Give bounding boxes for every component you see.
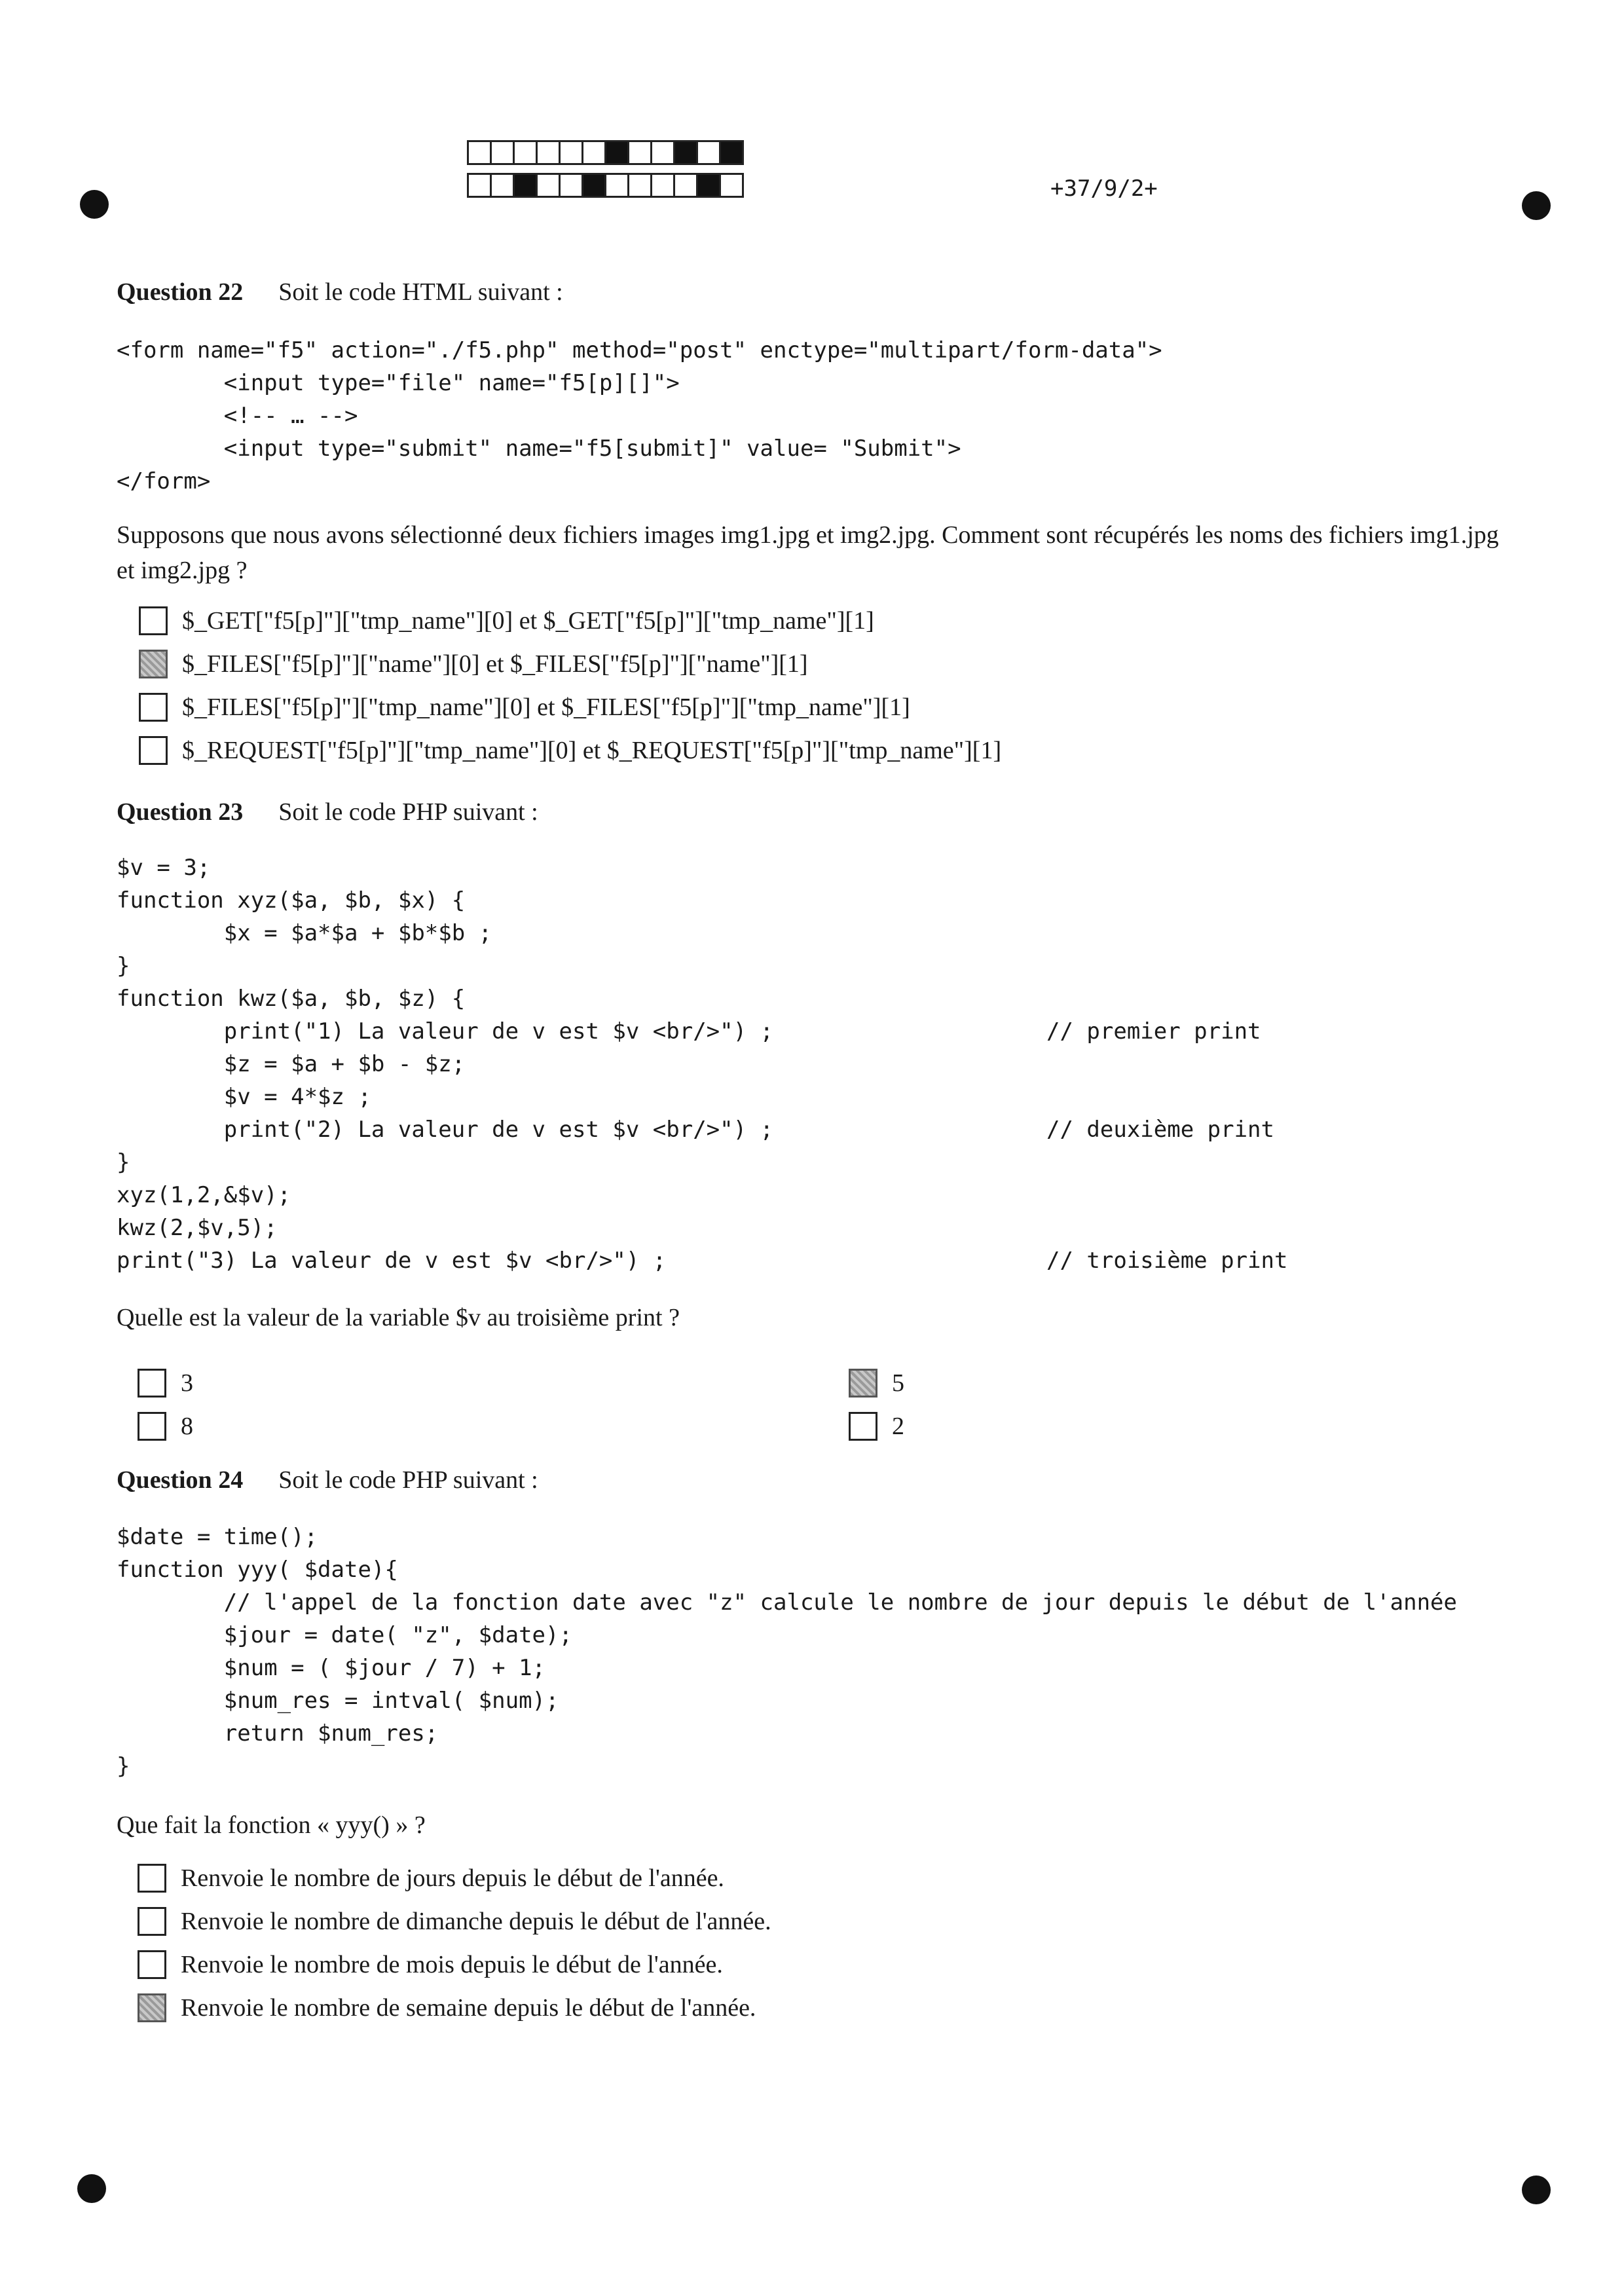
registration-mark-bottom-right bbox=[1522, 2176, 1551, 2204]
answer-option[interactable] bbox=[138, 1902, 771, 1941]
barcode-cell bbox=[559, 173, 583, 198]
code-line bbox=[117, 1684, 1457, 1717]
code-text: $z = $a + $b - $z; bbox=[117, 1051, 466, 1077]
checkbox-checked[interactable] bbox=[138, 1993, 166, 2022]
code-text: return $num_res; bbox=[117, 1720, 439, 1747]
checkbox[interactable] bbox=[849, 1412, 877, 1441]
code-line bbox=[117, 432, 1162, 465]
barcode-cell bbox=[513, 173, 538, 198]
code-line bbox=[117, 884, 773, 917]
checkbox-checked[interactable] bbox=[139, 650, 168, 678]
registration-mark-bottom-left bbox=[77, 2174, 106, 2203]
code-line bbox=[117, 851, 773, 884]
option-label: $_GET["f5[p]"]["tmp_name"][0] et $_GET["f5[p]"]["tmp_name"][1] bbox=[182, 607, 874, 635]
option-label: 2 bbox=[892, 1413, 904, 1440]
checkbox[interactable] bbox=[139, 736, 168, 765]
code-text: $date = time(); bbox=[117, 1524, 318, 1550]
checkbox-checked[interactable] bbox=[849, 1369, 877, 1398]
code-text: $num = ( $jour / 7) + 1; bbox=[117, 1655, 546, 1681]
question-24-text: Que fait la fonction « yyy() » ? bbox=[117, 1811, 426, 1839]
answer-option[interactable] bbox=[138, 1945, 723, 1984]
checkbox[interactable] bbox=[138, 1369, 166, 1398]
answer-option[interactable] bbox=[139, 731, 1001, 770]
code-line bbox=[117, 982, 773, 1015]
barcode-cell bbox=[627, 173, 652, 198]
barcode-cell bbox=[536, 173, 561, 198]
option-label: $_FILES["f5[p]"]["name"][0] et $_FILES["f5[p]"]["name"][1] bbox=[182, 650, 808, 678]
question-intro: Soit le code HTML suivant : bbox=[278, 278, 563, 306]
code-line bbox=[117, 1015, 1261, 1048]
code-line bbox=[117, 950, 773, 982]
option-label: Renvoie le nombre de mois depuis le début de l'année. bbox=[181, 1951, 723, 1978]
code-comment: // troisième print bbox=[1046, 1248, 1288, 1274]
code-line bbox=[117, 1553, 1457, 1586]
answer-option[interactable] bbox=[139, 644, 808, 684]
php-code-block bbox=[117, 1521, 1457, 1783]
barcode-cell bbox=[673, 140, 698, 165]
option-label: $_REQUEST["f5[p]"]["tmp_name"][0] et $_REQUEST["f5[p]"]["tmp_name"][1] bbox=[182, 737, 1002, 764]
checkbox[interactable] bbox=[138, 1864, 166, 1893]
barcode-cell bbox=[696, 140, 721, 165]
code-line bbox=[117, 1244, 1288, 1277]
code-line bbox=[117, 917, 773, 950]
answer-option[interactable] bbox=[139, 601, 874, 640]
code-text: </form> bbox=[117, 468, 211, 494]
page-id: +37/9/2+ bbox=[1050, 176, 1158, 202]
barcode-cell bbox=[650, 173, 675, 198]
barcode-cell bbox=[467, 140, 492, 165]
code-line bbox=[117, 334, 1162, 367]
code-text: } bbox=[117, 1149, 130, 1176]
code-comment: // premier print bbox=[1046, 1018, 1261, 1045]
code-text: function yyy( $date){ bbox=[117, 1557, 398, 1583]
barcode-cell bbox=[490, 173, 515, 198]
answer-option[interactable] bbox=[138, 1363, 193, 1403]
question-23-text: Quelle est la valeur de la variable $v au troisième print ? bbox=[117, 1304, 680, 1331]
barcode-cell bbox=[719, 140, 744, 165]
code-line bbox=[117, 1652, 1457, 1684]
answer-option[interactable] bbox=[849, 1407, 904, 1446]
code-line bbox=[117, 1521, 1457, 1553]
code-text: xyz(1,2,&$v); bbox=[117, 1182, 291, 1208]
code-line bbox=[117, 1146, 773, 1179]
code-line bbox=[117, 1212, 773, 1244]
answer-option[interactable] bbox=[139, 688, 910, 727]
option-label: Renvoie le nombre de semaine depuis le début de l'année. bbox=[181, 1994, 756, 2022]
barcode-cell bbox=[490, 140, 515, 165]
barcode-cell bbox=[627, 140, 652, 165]
code-line bbox=[117, 1750, 1457, 1783]
code-text: <form name="f5" action="./f5.php" method="post" enctype="multipart/form-data"> bbox=[117, 337, 1162, 363]
code-line bbox=[117, 1717, 1457, 1750]
code-text: $jour = date( "z", $date); bbox=[117, 1622, 572, 1648]
option-label: Renvoie le nombre de dimanche depuis le début de l'année. bbox=[181, 1908, 771, 1935]
code-text: print("1) La valeur de v est $v <br/>") ; bbox=[117, 1018, 774, 1045]
question-22-heading bbox=[117, 278, 563, 306]
question-22-text: Supposons que nous avons sélectionné deux fichiers images img1.jpg et img2.jpg. Comment sont récupérés les noms des fichiers img1.jpg et img2.jpg ? bbox=[117, 521, 1499, 584]
answer-option[interactable] bbox=[138, 1988, 756, 2028]
checkbox[interactable] bbox=[139, 693, 168, 722]
question-intro: Soit le code PHP suivant : bbox=[278, 798, 538, 826]
barcode-cell bbox=[673, 173, 698, 198]
option-label: Renvoie le nombre de jours depuis le début de l'année. bbox=[181, 1864, 724, 1892]
code-text: // l'appel de la fonction date avec "z" calcule le nombre de jour depuis le début de l'année bbox=[117, 1589, 1457, 1616]
checkbox[interactable] bbox=[138, 1950, 166, 1979]
checkbox[interactable] bbox=[138, 1907, 166, 1936]
barcode-cell bbox=[581, 173, 606, 198]
barcode-cell bbox=[696, 173, 721, 198]
code-text: <input type="file" name="f5[p][]"> bbox=[117, 370, 680, 396]
barcode-cell bbox=[650, 140, 675, 165]
code-line bbox=[117, 1081, 773, 1113]
answer-option[interactable] bbox=[138, 1407, 193, 1446]
code-line bbox=[117, 399, 1162, 432]
code-line bbox=[117, 465, 1162, 498]
code-text: <!-- … --> bbox=[117, 403, 358, 429]
barcode-cell bbox=[467, 173, 492, 198]
question-24-heading bbox=[117, 1466, 538, 1494]
registration-mark-top-right bbox=[1522, 191, 1551, 220]
option-label: 8 bbox=[181, 1413, 193, 1440]
checkbox[interactable] bbox=[138, 1412, 166, 1441]
question-23-heading bbox=[117, 798, 538, 826]
question-intro: Soit le code PHP suivant : bbox=[278, 1466, 538, 1494]
code-text: $num_res = intval( $num); bbox=[117, 1688, 559, 1714]
code-comment: // deuxième print bbox=[1046, 1117, 1274, 1143]
code-line bbox=[117, 1619, 1457, 1652]
code-text: $x = $a*$a + $b*$b ; bbox=[117, 920, 492, 946]
answer-option[interactable] bbox=[849, 1363, 904, 1403]
code-text: function xyz($a, $b, $x) { bbox=[117, 887, 466, 914]
barcode-row-2 bbox=[469, 173, 744, 198]
barcode-row-1 bbox=[469, 140, 744, 165]
barcode-cell bbox=[581, 140, 606, 165]
barcode-cell bbox=[559, 140, 583, 165]
code-text: kwz(2,$v,5); bbox=[117, 1215, 278, 1241]
question-number: Question 23 bbox=[117, 798, 244, 826]
code-text: } bbox=[117, 953, 130, 979]
option-label: 5 bbox=[892, 1369, 904, 1397]
php-code-block bbox=[117, 851, 1288, 1277]
code-text: $v = 3; bbox=[117, 855, 211, 881]
answer-option[interactable] bbox=[138, 1859, 724, 1898]
checkbox[interactable] bbox=[139, 606, 168, 635]
code-text: function kwz($a, $b, $z) { bbox=[117, 986, 466, 1012]
code-text: $v = 4*$z ; bbox=[117, 1084, 371, 1110]
barcode-cell bbox=[536, 140, 561, 165]
option-label: 3 bbox=[181, 1369, 193, 1397]
code-line bbox=[117, 1179, 773, 1212]
code-line bbox=[117, 1586, 1457, 1619]
code-text: print("2) La valeur de v est $v <br/>") ; bbox=[117, 1117, 774, 1143]
barcode-cell bbox=[604, 140, 629, 165]
code-line bbox=[117, 1048, 773, 1081]
html-code-block bbox=[117, 334, 1162, 498]
question-number: Question 22 bbox=[117, 278, 244, 306]
option-label: $_FILES["f5[p]"]["tmp_name"][0] et $_FILES["f5[p]"]["tmp_name"][1] bbox=[182, 694, 910, 721]
barcode-cell bbox=[719, 173, 744, 198]
barcode-cell bbox=[513, 140, 538, 165]
question-number: Question 24 bbox=[117, 1466, 244, 1494]
code-text: print("3) La valeur de v est $v <br/>") ; bbox=[117, 1248, 667, 1274]
registration-mark-top-left bbox=[80, 190, 109, 219]
barcode-cell bbox=[604, 173, 629, 198]
code-text: <input type="submit" name="f5[submit]" value= "Submit"> bbox=[117, 435, 961, 462]
code-line bbox=[117, 367, 1162, 399]
code-line bbox=[117, 1113, 1274, 1146]
code-text: } bbox=[117, 1753, 130, 1779]
